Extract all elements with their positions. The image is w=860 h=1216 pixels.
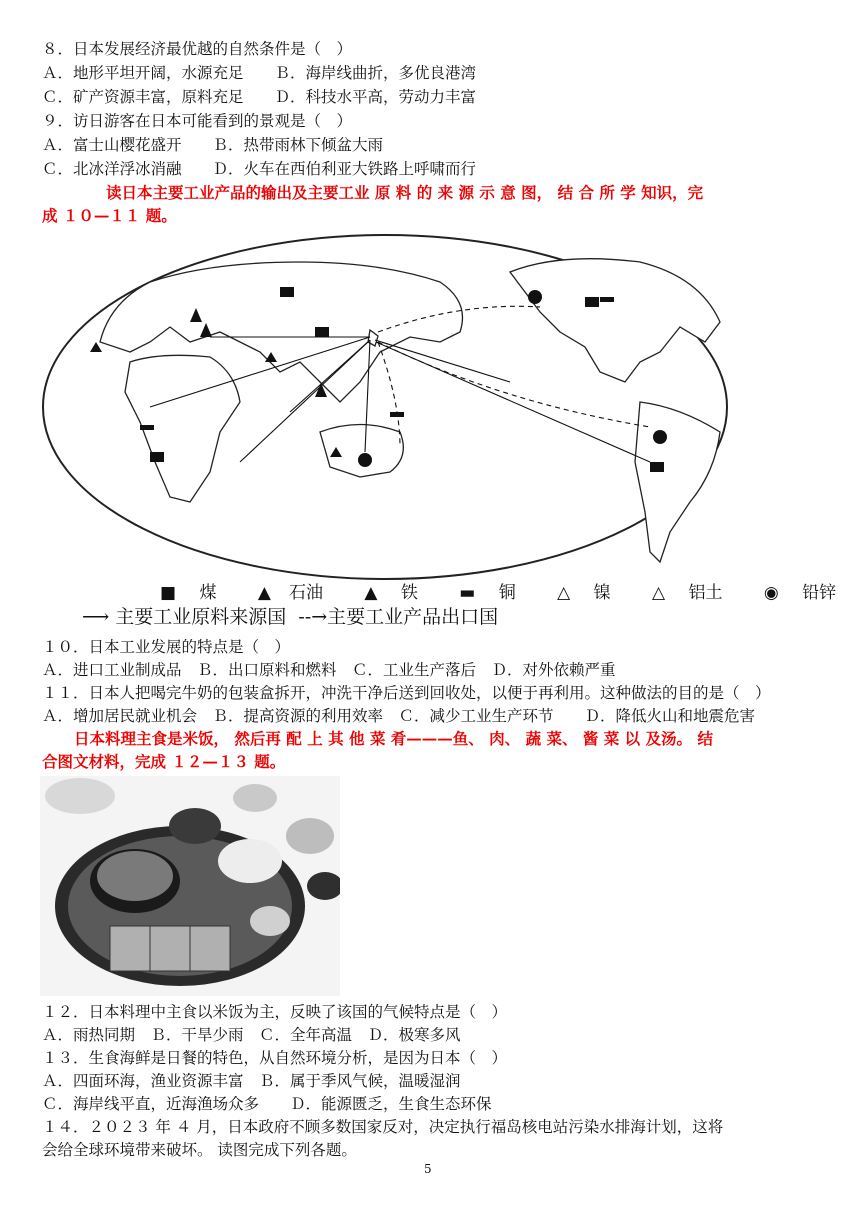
legend-coal: ■ 煤 [160,583,217,603]
legend-bauxite: △ 铝土 [652,583,723,603]
dashed-arrow-icon: --→ [298,606,328,628]
solid-arrow-icon: ⟶ [82,606,110,628]
iron-icon: ▲ [364,583,378,603]
bauxite-icon: △ [652,583,666,603]
legend-copper: ▬ 铜 [459,583,516,603]
map-legend [160,578,860,603]
world-map [40,232,730,582]
japanese-meal-photo [40,776,340,996]
coal-icon: ■ [160,583,177,603]
q14-line1: １４．２０２３ 年 ４ 月，日本政府不顾多数国家反对，决定执行福岛核电站污染水排海计划，这将 [42,1118,724,1136]
south-america [635,402,720,562]
q13-options-ab: Ａ．四面环海，渔业资源丰富 Ｂ．属于季风气候，温暖湿润 [42,1072,461,1090]
coal-symbol [280,287,294,297]
q14-line2: 会给全球环境带来破坏。 读图完成下列各题。 [42,1141,357,1159]
q11-stem: １１．日本人把喝完牛奶的包装盒拆开，冲洗干净后送到回收处，以便于再利用。这种做法的目的是（ ） [42,684,771,702]
legend-nickel: △ 镍 [557,583,611,603]
coal-symbol [585,297,599,307]
coal-symbol [150,452,164,462]
intro-12-13-line1: 日本料理主食是米饭， 然后再 配 上 其 他 菜 肴———鱼、 肉、 蔬 菜、 酱 菜 以 及汤。 结 [74,729,713,748]
q9-options-ab: Ａ．富士山樱花盛开 Ｂ．热带雨林下倾盆大雨 [42,136,384,154]
oil-icon: ▲ [257,583,271,603]
q9-options-cd: Ｃ．北冰洋浮冰消融 Ｄ．火车在西伯利亚大铁路上呼啸而行 [42,160,477,178]
q8-options-ab: Ａ．地形平坦开阔，水源充足 Ｂ．海岸线曲折，多优良港湾 [42,64,477,82]
copper-icon: ▬ [459,583,476,603]
arrow-legend: ⟶ 主要工业原料来源国 --→主要工业产品出口国 [82,606,499,628]
lead-zinc-symbol [358,453,372,467]
legend-oil: ▲ 石油 [257,583,323,603]
coal-symbol [315,327,329,337]
q13-stem: １３．生食海鲜是日餐的特色，从自然环境分析，是因为日本（ ） [42,1049,508,1067]
page-number: 5 [424,1162,432,1176]
q11-options: Ａ．增加居民就业机会 Ｂ．提高资源的利用效率 Ｃ．减少工业生产环节 Ｄ．降低火山和地震危害 [42,707,756,725]
q8-options-cd: Ｃ．矿产资源丰富，原料充足 Ｄ．科技水平高，劳动力丰富 [42,88,477,106]
q12-stem: １２．日本料理中主食以米饭为主，反映了该国的气候特点是（ ） [42,1003,508,1021]
copper-symbol [390,412,404,417]
lead-zinc-symbol [528,290,542,304]
copper-symbol [600,297,614,302]
q9-stem: ９．访日游客在日本可能看到的景观是（ ） [42,112,353,130]
intro-10-11-line1: 读日本主要工业产品的输出及主要工业 原 料 的 来 源 示 意 图， 结 合 所 学 知识，完 [106,183,704,202]
lead-zinc-icon: ◉ [763,583,779,603]
nickel-icon: △ [557,583,571,603]
legend-iron: ▲ 铁 [364,583,418,603]
q10-stem: １０．日本工业发展的特点是（ ） [42,638,291,656]
q13-options-cd: Ｃ．海岸线平直，近海渔场众多 Ｄ．能源匮乏，生食生态环保 [42,1095,492,1113]
q12-options: Ａ．雨热同期 Ｂ．干旱少雨 Ｃ．全年高温 Ｄ．极寒多风 [42,1026,461,1044]
legend-lead-zinc: ◉ 铅锌 [763,583,837,603]
q10-options: Ａ．进口工业制成品 Ｂ．出口原料和燃料 Ｃ．工业生产落后 Ｄ．对外依赖严重 [42,661,616,679]
intro-12-13-line2: 合图文材料，完成 １２—１３ 题。 [42,752,286,771]
lead-zinc-symbol [653,430,667,444]
q8-stem: ８．日本发展经济最优越的自然条件是（ ） [42,40,353,58]
copper-symbol [140,425,154,430]
intro-10-11-line2: 成 １０—１１ 题。 [42,206,177,225]
coal-symbol [650,462,664,472]
